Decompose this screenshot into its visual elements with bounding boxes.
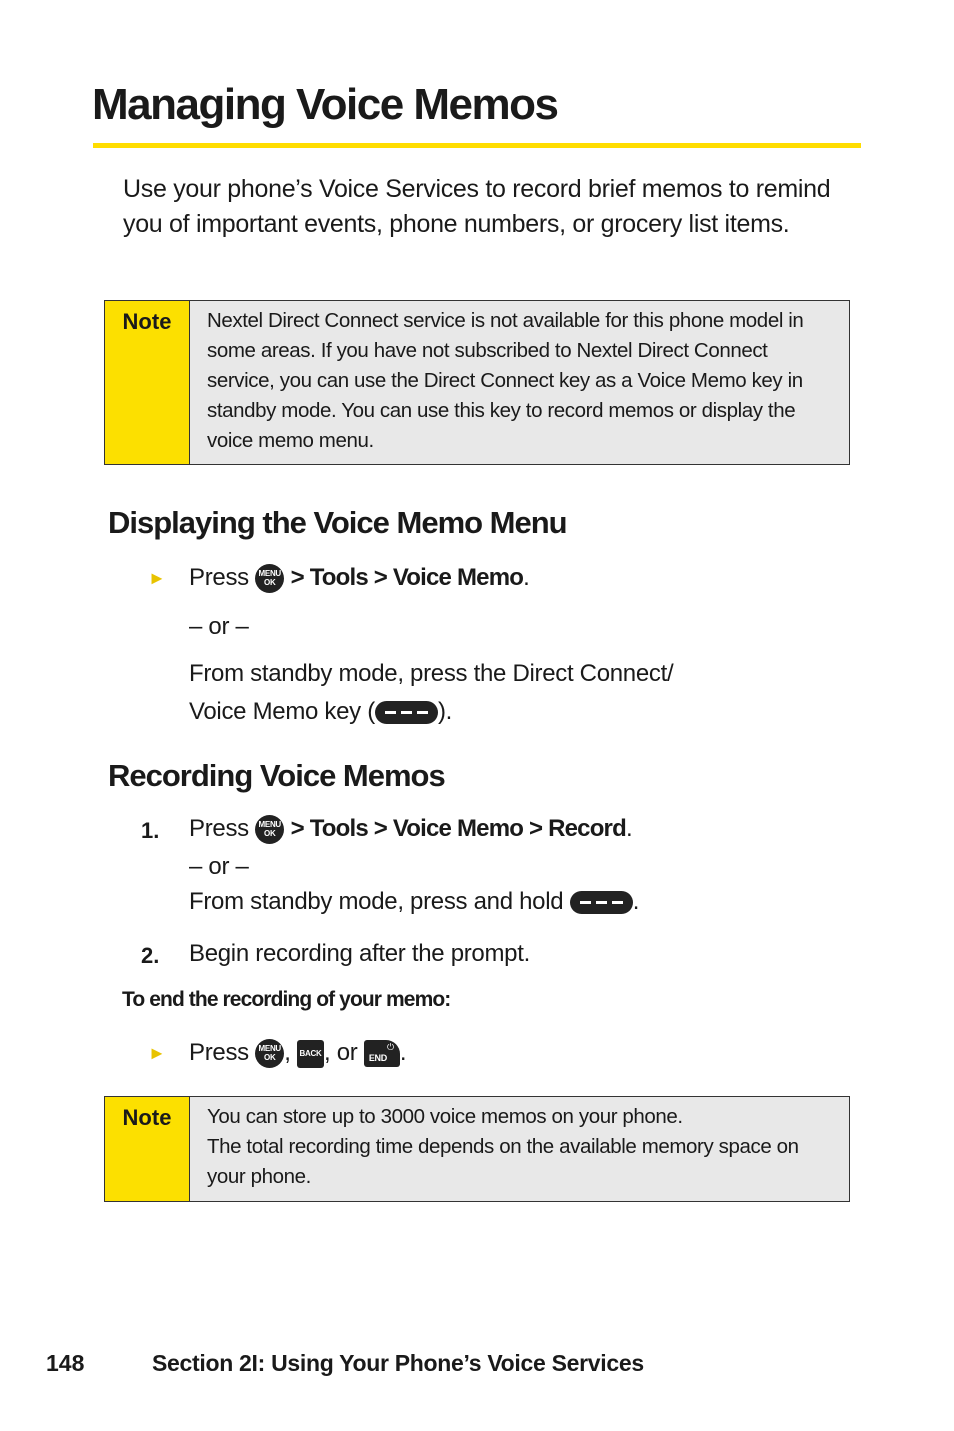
direct-connect-key-icon	[570, 891, 633, 914]
instruction-line: Press MENU OK > Tools > Voice Memo > Record.	[189, 815, 632, 844]
note-label: Note	[105, 1097, 190, 1201]
menu-ok-key-icon: MENU OK	[255, 564, 284, 593]
note-box	[104, 1096, 850, 1202]
instruction-alt-line: From standby mode, press the Direct Connect/	[189, 660, 674, 687]
instruction-alt-line: Voice Memo key ( ).	[189, 698, 452, 725]
step-number: 1.	[141, 818, 160, 843]
section-heading: Recording Voice Memos	[108, 758, 445, 793]
instruction-alt-line: From standby mode, press and hold .	[189, 888, 640, 915]
menu-ok-key-icon: MENU OK	[255, 1039, 284, 1068]
menu-ok-key-icon: MENU OK	[255, 815, 284, 844]
note-box	[104, 300, 850, 465]
note-text: You can store up to 3000 voice memos on your phone. The total recording time depends on the available memory space on your phone.	[207, 1105, 799, 1188]
or-separator: – or –	[189, 613, 249, 640]
menu-path: > Tools > Voice Memo	[290, 564, 524, 591]
intro-paragraph: Use your phone’s Voice Services to record brief memos to remind you of important events, phone numbers, or grocery list items.	[123, 175, 831, 238]
instruction-line: Begin recording after the prompt.	[189, 940, 530, 967]
subheading: To end the recording of your memo:	[122, 988, 451, 1011]
end-key-icon: END ⏻	[364, 1040, 400, 1067]
section-heading: Displaying the Voice Memo Menu	[108, 505, 567, 540]
press-text: Press	[189, 564, 249, 591]
instruction-line: Press MENU OK > Tools > Voice Memo.	[189, 564, 530, 593]
page-title: Managing Voice Memos	[92, 80, 558, 129]
direct-connect-key-icon	[375, 701, 438, 724]
footer-section-title: Section 2I: Using Your Phone’s Voice Services	[152, 1350, 644, 1376]
instruction-line: Press MENU OK , BACK , or END ⏻ .	[189, 1039, 406, 1068]
menu-path: > Tools > Voice Memo > Record	[290, 815, 626, 842]
title-rule	[93, 143, 861, 148]
note-text: Nextel Direct Connect service is not available for this phone model in some areas. If you have not subscribed to Nextel Direct Connect service, you can use the Direct Connect key as a Voice Memo key in standby mode. You can use this key to record memos or display the voice memo menu.	[207, 309, 804, 452]
step-number: 2.	[141, 943, 160, 968]
page-number: 148	[46, 1350, 85, 1376]
note-label: Note	[105, 301, 190, 464]
arrow-right-icon: ►	[148, 568, 166, 588]
or-separator: – or –	[189, 853, 249, 880]
arrow-right-icon: ►	[148, 1043, 166, 1063]
back-key-icon: BACK	[297, 1040, 324, 1068]
